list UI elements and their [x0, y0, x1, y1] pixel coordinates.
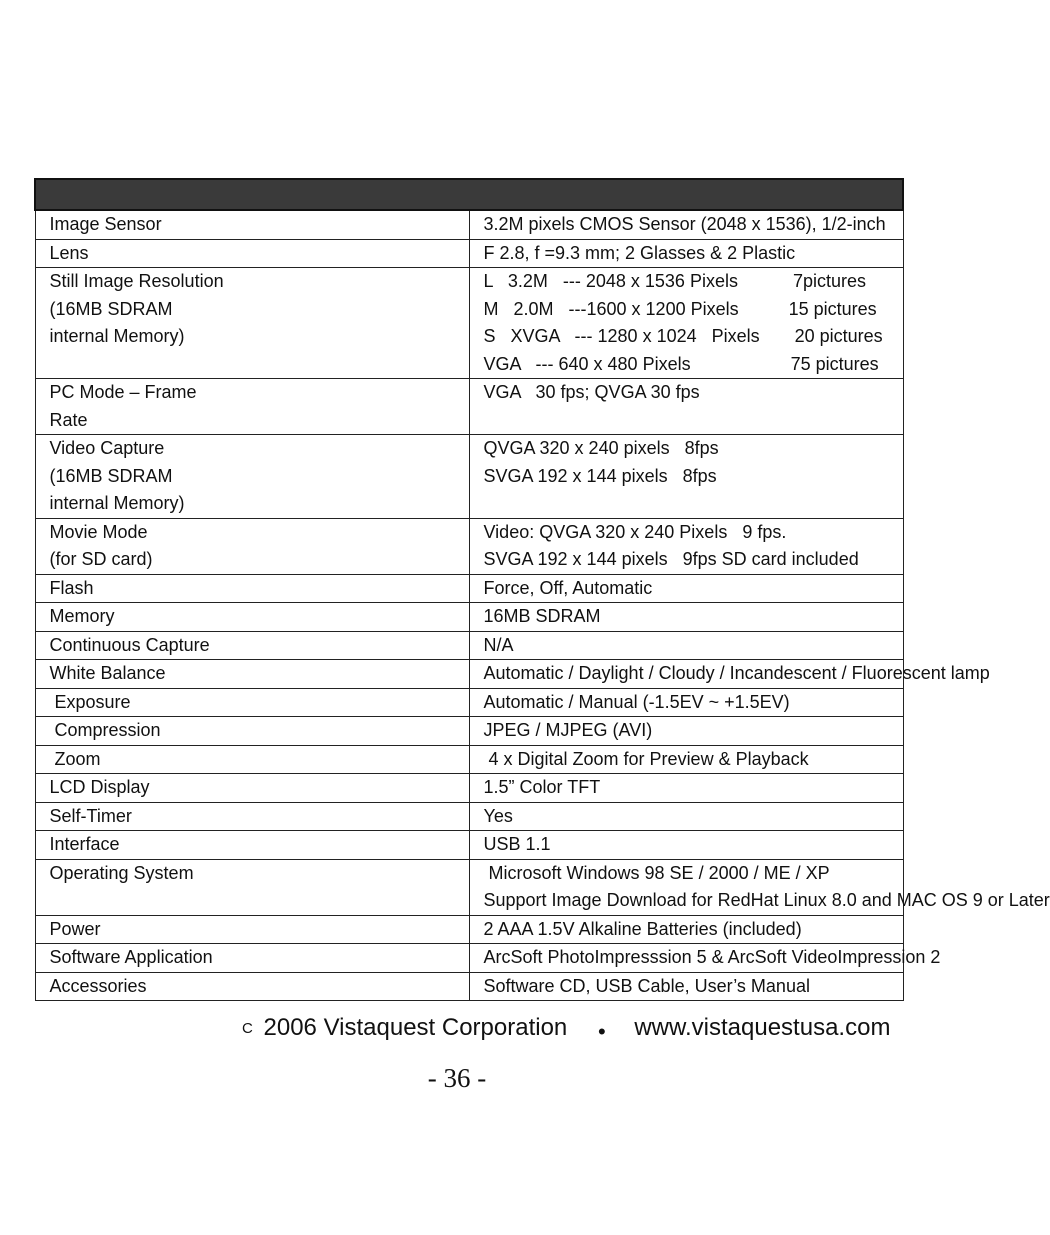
spec-label: Compression — [49, 720, 161, 740]
table-row — [35, 518, 903, 574]
spec-label-cell — [35, 210, 469, 239]
spec-label-cell — [35, 379, 469, 435]
spec-label: Continuous Capture — [49, 634, 210, 655]
spec-label: Power — [49, 918, 101, 939]
spec-label: internal Memory) — [49, 326, 185, 346]
spec-value: SVGA 192 x 144 pixels 9fps SD card included — [483, 549, 859, 569]
spec-label: LCD Display — [49, 777, 150, 797]
spec-label: PC Mode – Frame — [49, 382, 197, 402]
spec-label-cell — [35, 574, 469, 603]
table-row — [35, 745, 903, 774]
spec-label: Memory — [49, 606, 115, 626]
table-row — [35, 631, 903, 660]
table-row — [35, 603, 903, 632]
separator-dot: • — [597, 1019, 606, 1044]
table-row — [35, 239, 903, 268]
spec-value-cell — [469, 831, 903, 860]
footer-copyright — [242, 1014, 890, 1042]
spec-value-cell — [469, 574, 903, 603]
spec-label: Rate — [49, 409, 88, 430]
spec-label-cell — [35, 631, 469, 660]
spec-value: Automatic / Daylight / Cloudy / Incandescent / Fluorescent lamp — [483, 663, 990, 683]
table-row — [35, 859, 903, 915]
spec-label-cell — [35, 745, 469, 774]
table-row — [35, 831, 903, 860]
spec-value-cell — [469, 972, 903, 1001]
spec-value: Yes — [483, 805, 513, 826]
table-row — [35, 774, 903, 803]
table-row — [35, 435, 903, 519]
spec-value: ArcSoft PhotoImpresssion 5 & ArcSoft VideoImpression 2 — [483, 947, 941, 967]
spec-label: Accessories — [49, 975, 147, 996]
spec-value-cell — [469, 518, 903, 574]
spec-label: Video Capture — [49, 438, 165, 458]
spec-value-cell — [469, 631, 903, 660]
spec-label-cell — [35, 831, 469, 860]
spec-value: M 2.0M ---1600 x 1200 Pixels 15 pictures — [483, 298, 877, 319]
spec-value: VGA --- 640 x 480 Pixels 75 pictures — [483, 353, 879, 374]
spec-label-cell — [35, 944, 469, 973]
spec-value-cell — [469, 239, 903, 268]
spec-value-cell — [469, 603, 903, 632]
spec-label: Flash — [49, 577, 94, 598]
table-header-bar — [35, 179, 903, 210]
spec-value-cell — [469, 745, 903, 774]
spec-label: (16MB SDRAM — [49, 298, 173, 319]
spec-value: S XVGA --- 1280 x 1024 Pixels 20 pictures — [483, 326, 883, 346]
spec-value: F 2.8, f =9.3 mm; 2 Glasses & 2 Plastic — [483, 242, 796, 263]
spec-label: Self-Timer — [49, 805, 132, 826]
spec-label-cell — [35, 239, 469, 268]
spec-value-cell — [469, 379, 903, 435]
spec-value: QVGA 320 x 240 pixels 8fps — [483, 438, 719, 458]
spec-value: Software CD, USB Cable, User’s Manual — [483, 975, 810, 996]
spec-value-cell — [469, 859, 1050, 915]
table-row — [35, 210, 903, 239]
spec-label: Exposure — [49, 691, 131, 712]
spec-value: 4 x Digital Zoom for Preview & Playback — [483, 748, 809, 769]
spec-label-cell — [35, 802, 469, 831]
spec-label: (for SD card) — [49, 549, 153, 569]
spec-value-cell — [469, 210, 903, 239]
spec-label: White Balance — [49, 663, 166, 683]
spec-value-cell — [469, 802, 903, 831]
spec-label: Still Image Resolution — [49, 271, 224, 291]
table-row — [35, 574, 903, 603]
spec-label-cell — [35, 518, 469, 574]
table-row — [35, 915, 903, 944]
spec-label: (16MB SDRAM — [49, 465, 173, 486]
spec-value: Microsoft Windows 98 SE / 2000 / ME / XP — [483, 862, 830, 883]
table-row — [35, 802, 903, 831]
spec-label-cell — [35, 688, 469, 717]
spec-label: Software Application — [49, 947, 213, 967]
spec-label-cell — [35, 915, 469, 944]
spec-value: VGA 30 fps; QVGA 30 fps — [483, 382, 700, 402]
spec-label: Zoom — [49, 748, 101, 769]
spec-value: N/A — [483, 634, 514, 655]
spec-label: Operating System — [49, 862, 194, 883]
spec-value-cell — [469, 268, 903, 379]
spec-value-cell — [469, 660, 990, 689]
spec-label: Image Sensor — [49, 214, 162, 234]
spec-label-cell — [35, 660, 469, 689]
spec-value: Support Image Download for RedHat Linux 8.0 and MAC OS 9 or Later — [483, 890, 1050, 910]
spec-value: 3.2M pixels CMOS Sensor (2048 x 1536), 1/2-inch — [483, 214, 886, 234]
spec-value: Automatic / Manual (-1.5EV ~ +1.5EV) — [483, 691, 790, 712]
spec-value: 1.5” Color TFT — [483, 777, 601, 797]
spec-value-cell — [469, 944, 941, 973]
spec-value: 16MB SDRAM — [483, 606, 601, 626]
page-number: - 36 - — [427, 1063, 487, 1093]
spec-value: Force, Off, Automatic — [483, 577, 653, 598]
spec-label-cell — [35, 268, 469, 379]
website-link[interactable]: www.vistaquestusa.com — [634, 1014, 891, 1041]
specifications-table — [34, 178, 1050, 1001]
specifications-body — [35, 179, 1050, 1001]
table-row — [35, 688, 903, 717]
spec-value-cell — [469, 435, 903, 519]
spec-label: Movie Mode — [49, 521, 148, 542]
company-name: 2006 Vistaquest Corporation — [263, 1014, 568, 1041]
table-row — [35, 717, 903, 746]
table-row — [35, 944, 903, 973]
spec-value: USB 1.1 — [483, 834, 551, 854]
spec-value: 2 AAA 1.5V Alkaline Batteries (included) — [483, 918, 802, 939]
spec-value: L 3.2M --- 2048 x 1536 Pixels 7pictures — [483, 271, 866, 291]
spec-label: Interface — [49, 834, 120, 854]
table-row — [35, 972, 903, 1001]
spec-value-cell — [469, 717, 903, 746]
spec-label-cell — [35, 972, 469, 1001]
spec-value-cell — [469, 688, 903, 717]
spec-label: internal Memory) — [49, 493, 185, 513]
copyright-symbol: C — [242, 1020, 253, 1037]
spec-label-cell — [35, 603, 469, 632]
header-cell — [35, 179, 903, 210]
spec-label-cell — [35, 774, 469, 803]
table-row — [35, 268, 903, 379]
spec-label-cell — [35, 859, 469, 915]
spec-label: Lens — [49, 242, 89, 263]
spec-value-cell — [469, 774, 903, 803]
spec-value: Video: QVGA 320 x 240 Pixels 9 fps. — [483, 521, 787, 542]
spec-value: SVGA 192 x 144 pixels 8fps — [483, 465, 717, 486]
spec-label-cell — [35, 717, 469, 746]
table-row — [35, 660, 903, 689]
spec-value-cell — [469, 915, 903, 944]
spec-label-cell — [35, 435, 469, 519]
table-row — [35, 379, 903, 435]
spec-value: JPEG / MJPEG (AVI) — [483, 720, 653, 740]
